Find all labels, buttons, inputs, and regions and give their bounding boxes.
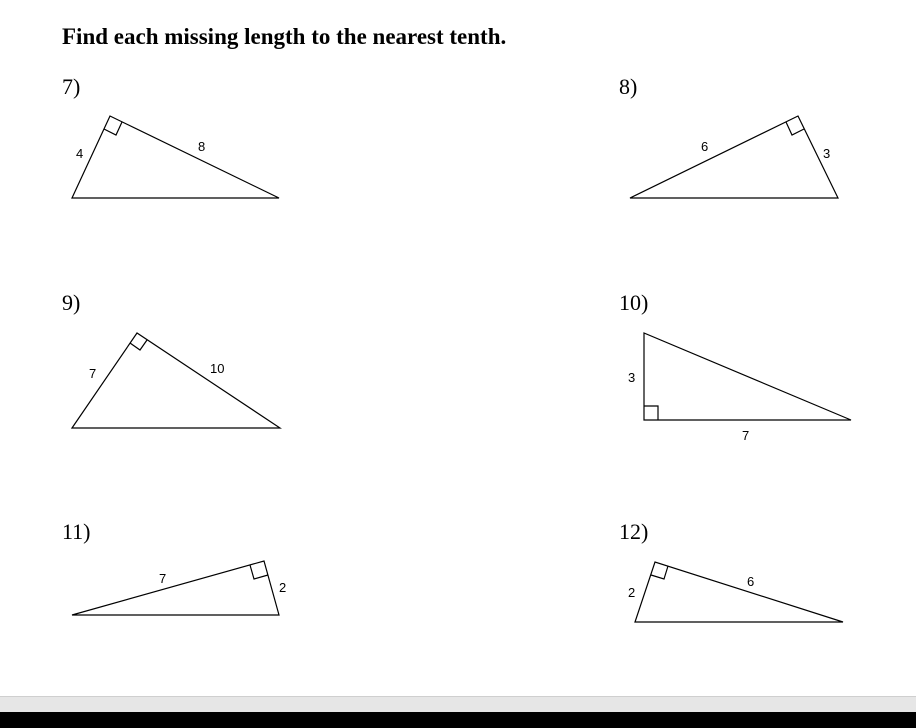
problem-10-triangle bbox=[644, 333, 851, 420]
problem-7-number: 7) bbox=[62, 74, 81, 99]
problem-10-right-angle-marker bbox=[644, 406, 658, 420]
problem-12-label-hyp: 6 bbox=[747, 574, 755, 589]
problem-7-triangle bbox=[72, 116, 279, 198]
problem-8-number: 8) bbox=[619, 74, 638, 99]
bottom-black-bar bbox=[0, 712, 916, 728]
problem-8-label-a: 6 bbox=[701, 139, 709, 154]
bottom-toolbar-strip bbox=[0, 696, 916, 713]
problem-8-label-b: 3 bbox=[823, 146, 831, 161]
problem-11-label-leg: 2 bbox=[279, 580, 287, 595]
problem-11-triangle bbox=[72, 561, 279, 615]
problem-8-triangle bbox=[630, 116, 838, 198]
problem-11-number: 11) bbox=[62, 519, 91, 544]
problem-9-right-angle-marker bbox=[130, 340, 147, 350]
problem-10-label-horizontal: 7 bbox=[742, 428, 750, 443]
problem-9-number: 9) bbox=[62, 290, 81, 315]
problem-10-label-vertical: 3 bbox=[628, 370, 636, 385]
problem-10-number: 10) bbox=[619, 290, 649, 315]
problem-7-label-leg: 4 bbox=[76, 146, 84, 161]
problem-9-triangle bbox=[72, 333, 280, 428]
problem-9-label-hyp: 10 bbox=[210, 361, 225, 376]
problem-12-label-leg: 2 bbox=[628, 585, 636, 600]
problem-12-number: 12) bbox=[619, 519, 649, 544]
problem-7-label-hyp: 8 bbox=[198, 139, 206, 154]
problem-11-label-hyp: 7 bbox=[159, 571, 167, 586]
problem-9-label-leg: 7 bbox=[89, 366, 97, 381]
instructions-heading: Find each missing length to the nearest tenth. bbox=[62, 24, 507, 49]
